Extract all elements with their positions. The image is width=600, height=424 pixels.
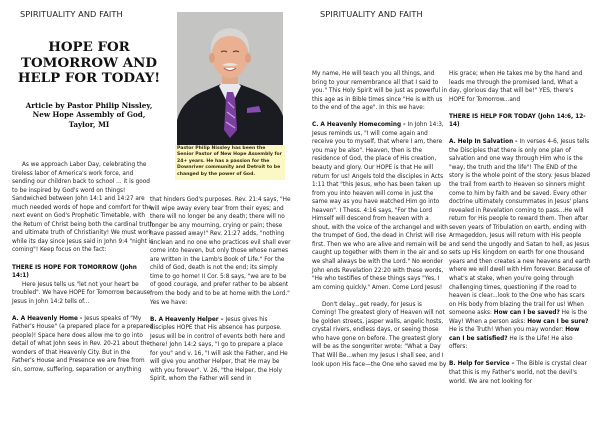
- byline-line: Taylor, MI: [68, 119, 110, 129]
- section-paragraph: Here Jesus tells us "let not your heart be troubled". We have HOPE for Tomorrow because Jesus in John 14:2 tells of...: [12, 281, 151, 305]
- point-c-label: C. A Heavenly Homecoming -: [312, 122, 408, 129]
- author-photo: [177, 12, 283, 145]
- point-b-label: B. A Heavenly Helper –: [150, 316, 226, 323]
- byline-line: New Hope Assembly of God,: [32, 110, 146, 120]
- title-line: HOPE FOR: [48, 39, 130, 55]
- section-label: SPIRITUALITY AND FAITH: [320, 9, 423, 19]
- answer-1: He is the Way! When a person asks:: [449, 310, 588, 325]
- question-2: How can I be sure?: [527, 318, 589, 325]
- byline-line: Article by Pastor Philip Nissley,: [25, 100, 153, 110]
- section-heading: THERE IS HELP FOR TODAY (John 14:6, 12-14): [449, 113, 586, 129]
- text-column-3: [312, 70, 448, 378]
- question-3: How can I be satisfied?: [449, 327, 580, 342]
- point-a-paragraph: [449, 138, 591, 352]
- point-b-body: Jesus gives his disciples HOPE that His absence has purpose. Jesus will be in control of events both here and there! John 14:2 says, "I go to prepare a place for you" and v. 16, "I will ask the Father, and He will give you another Helper, that He may be with you forever". V. 26, "the Helper, the Holy Spirit, whom the Father will send in: [150, 316, 288, 383]
- article-header: [6, 40, 172, 130]
- text-column-4: [449, 70, 591, 395]
- continued-paragraph: that hinders God's purposes. Rev. 21:4 says, "He will wipe away every tear from their eyes; and there will no longer be any death; there will no longer be any mourning, crying or pain; these have passed away!" Rev. 21:27 adds, "nothing unclean and no one who practices evil shall ever come into heaven, but only those whose names are written in the Lamb's Book of Life." For the child of God, death is not the end; its simply time to go home! II Cor. 5:8 says, "we are to be of good courage, and prefer rather to be absent from the body and to be at home with the Lord." Yes we have:: [150, 197, 291, 306]
- point-a-label: A. A Heavenly Home -: [12, 315, 85, 322]
- closing-paragraph: Don't delay...get ready, for Jesus is Coming! The greatest glory of Heaven will not be golden streets, jasper walls, angelic hosts, crystal rivers, endless days, or seeing those who have gone on before. The greatest glory will be as the songwriter wrote: "What a Day That Will Be...when my Jesus I shall see, and I look upon His face—the One who saved me by: [312, 301, 447, 368]
- point-c-paragraph: [312, 121, 448, 292]
- portrait-image: [177, 12, 283, 145]
- point-b-paragraph: [150, 316, 292, 384]
- intro-paragraph: As we approach Labor Day, celebrating the tireless labor of America's work force, and sending our children back to school ... it is good to be inspired by God's word on things! Sandwiched between John 14:1 and 14:27 are much needed words of hope and comfort for the next event on God's Prophetic Timetable, with the Return of Christ being both the cardinal truth and ultimate truth of Christianity! We must work while its day since Jesus said in John 9:4 "night is coming"! Keep focus on the fact:: [12, 162, 154, 254]
- point-a-body: In verses 4-6, Jesus tells the Disciples that there is only one plan of salvation and one way through Him who is the "way, the truth and the life"! The END of the story is the whole point of the story. Jesus blazed the trail from earth to Heaven so sinners might come to him by faith and be saved. Every other doctrine ultimately consummates in Jesus' plans revealed in Revelation coming to pass...He will return for His people to reward them. Then after seven years of Tribulation on earth, ending with Armageddon, Jesus will return with His people and send the ungodly and Satan to hell, as Jesus sets up His kingdom on earth for one thousand years and then creates a new heavens and earth where we will dwell with Him forever. Because of what's at stake, when you're going through challenging times, questioning if the road to heaven is clear...look to the One who has scars on His body from blazing the trail for us! When someone asks:: [449, 139, 591, 317]
- continued-paragraph: His grace; when He takes me by the hand and leads me through the promised land, What a day, glorious day that will be!" YES, there's HOPE for Tomorrow...and: [449, 71, 583, 103]
- point-a-label: A. Help In Salvation -: [449, 139, 520, 146]
- question-1: How can I be saved?: [493, 310, 560, 317]
- point-b-body: The Bible is crystal clear that this is my Father's world, not the devil's world. We are not looking for: [449, 361, 587, 385]
- point-c-body: In John 14:3, Jesus reminds us, "I will come again and receive you to myself, that where I am, there you may be also". Heaven, then is the residence of God, the place of His creation, beauty and glory. Our HOPE is that He will return for us! Angels told the disciples in Acts 1:11 that "this Jesus, who has been taken up from you into heaven will come in just the same way as you have watched Him go into heaven". I Thess. 4:16 says, "For the Lord Himself will descend from heaven with a shout, with the voice of the archangel and with the trumpet of God, the dead in Christ will rise first. Then we who are alive and remain will be caught up together with them in the air and so we shall always be with the Lord." No wonder John ends Revelation 22:20 with these words, "He who testifies of these things says "Yes, I am coming quickly." Amen. Come Lord Jesus!: [312, 122, 448, 291]
- title-line: TOMORROW AND: [21, 54, 157, 71]
- point-a-paragraph: [12, 315, 154, 375]
- photo-caption: Pastor Philip Nissley has been the Senior Pastor of New Hope Assembly for 24+ years. He has a passion for the Downriver community and Detroit to be changed by the power of God.: [175, 145, 285, 180]
- point-a-body: Jesus speaks of "My Father's House" (a prepared place for a prepared people)! Space here does allow me to go into detail of what John sees in Rev. 20-21 about the wonders of that Heavenly City. But in the Father's House and Presence we are free from sin, sorrow, suffering, separation or anything: [12, 315, 153, 374]
- continued-paragraph: My name, He will teach you all things, and bring to your remembrance all that I said to you." This Holy Spirit will be just as powerful in this age as in Bible times since "He is with us to the end of the age". In this we have:: [312, 71, 448, 112]
- section-heading: THERE IS HOPE FOR TOMORROW (John 14:1): [12, 264, 137, 280]
- text-column-1: [12, 161, 154, 383]
- point-b-paragraph: [449, 360, 591, 386]
- section-label: SPIRITUALITY AND FAITH: [20, 9, 123, 19]
- title-line: HELP FOR TODAY!: [17, 70, 161, 87]
- answer-3: He is the Life! He also offers:: [449, 335, 573, 351]
- text-column-2: [150, 196, 292, 392]
- point-b-label: B. Help for Service –: [449, 361, 517, 368]
- answer-2: He is the Truth! When you may wonder:: [449, 327, 566, 334]
- article-byline: [6, 101, 172, 130]
- article-title: [6, 40, 172, 87]
